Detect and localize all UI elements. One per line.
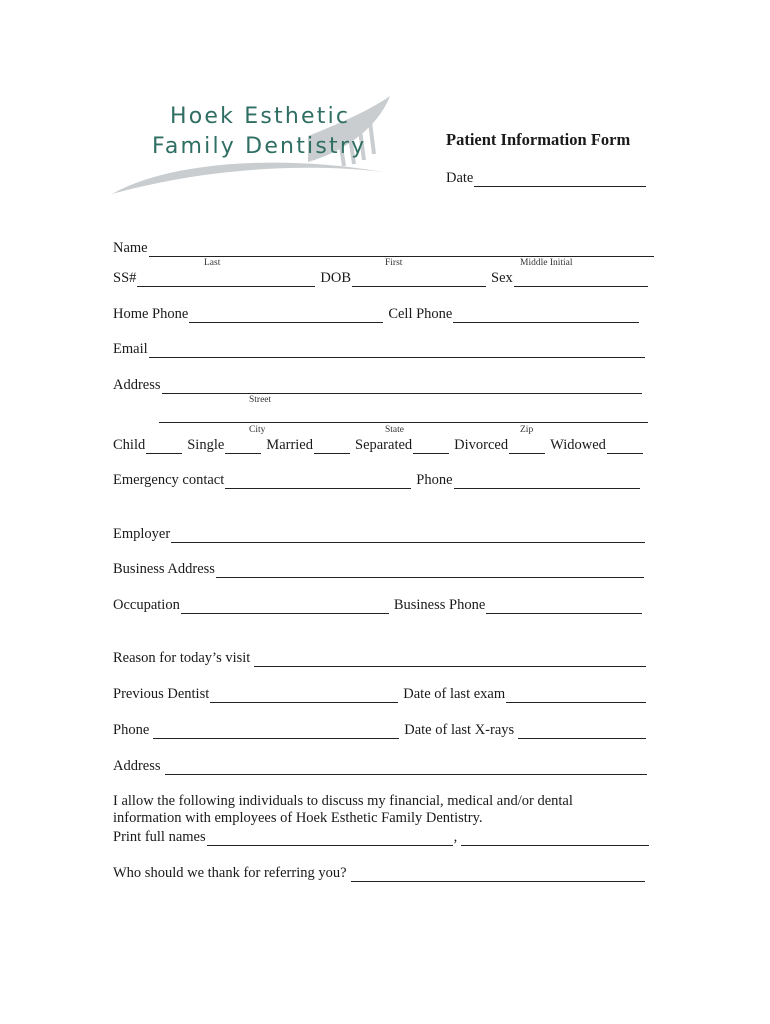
emergency-phone-label: Phone — [416, 472, 453, 488]
marital-status-row — [113, 437, 644, 454]
ss-field[interactable] — [137, 272, 315, 287]
address-row — [113, 377, 643, 394]
name-field[interactable] — [149, 242, 654, 257]
practice-logo — [108, 92, 398, 202]
referral-field[interactable] — [351, 867, 645, 882]
name-row — [113, 240, 655, 257]
address-city-state-zip-field[interactable] — [159, 408, 648, 423]
dentist-address-row — [113, 758, 648, 775]
emergency-row — [113, 472, 641, 489]
email-field[interactable] — [149, 343, 645, 358]
business-phone-field[interactable] — [486, 599, 642, 614]
married-label: Married — [266, 437, 313, 453]
employer-label: Employer — [113, 526, 171, 542]
reason-field[interactable] — [254, 652, 646, 667]
city-caption: City — [249, 425, 266, 435]
last-xrays-field[interactable] — [518, 724, 646, 739]
name-last-caption: Last — [204, 258, 221, 268]
previous-dentist-field[interactable] — [210, 688, 398, 703]
last-xrays-label: Date of last X-rays — [404, 722, 515, 738]
occupation-label: Occupation — [113, 597, 180, 613]
last-exam-label: Date of last exam — [403, 686, 506, 702]
business-address-label: Business Address — [113, 561, 215, 577]
print-name-field-1[interactable] — [207, 831, 453, 846]
state-caption: State — [385, 425, 404, 435]
address-label: Address — [113, 377, 161, 393]
business-phone-label: Business Phone — [393, 597, 486, 613]
business-address-row — [113, 561, 645, 578]
single-field[interactable] — [225, 439, 261, 454]
home-phone-label: Home Phone — [113, 306, 189, 322]
previous-dentist-row — [113, 686, 647, 703]
ss-label: SS# — [113, 270, 137, 286]
cell-phone-label: Cell Phone — [388, 306, 453, 322]
previous-dentist-label: Previous Dentist — [113, 686, 210, 702]
emergency-contact-field[interactable] — [225, 474, 411, 489]
single-label: Single — [187, 437, 225, 453]
date-field[interactable] — [474, 172, 646, 187]
comma-separator: , — [453, 829, 458, 845]
dentist-address-field[interactable] — [165, 760, 647, 775]
sex-label: Sex — [491, 270, 513, 286]
cell-phone-field[interactable] — [453, 308, 639, 323]
married-field[interactable] — [314, 439, 350, 454]
widowed-field[interactable] — [607, 439, 643, 454]
name-label: Name — [113, 240, 148, 256]
name-mi-caption: Middle Initial — [520, 258, 573, 268]
emergency-contact-label: Emergency contact — [113, 472, 225, 488]
child-field[interactable] — [146, 439, 182, 454]
occupation-row — [113, 597, 643, 614]
dob-field[interactable] — [352, 272, 486, 287]
divorced-label: Divorced — [454, 437, 509, 453]
logo-text-line1: Hoek Esthetic — [170, 104, 351, 129]
dentist-phone-field[interactable] — [153, 724, 399, 739]
phone-row — [113, 306, 640, 323]
address-street-field[interactable] — [162, 379, 642, 394]
home-phone-field[interactable] — [189, 308, 383, 323]
email-label: Email — [113, 341, 148, 357]
name-first-caption: First — [385, 258, 403, 268]
print-names-row — [113, 829, 650, 846]
widowed-label: Widowed — [550, 437, 606, 453]
dentist-address-label: Address — [113, 758, 161, 774]
sex-field[interactable] — [514, 272, 648, 287]
emergency-phone-field[interactable] — [454, 474, 640, 489]
child-label: Child — [113, 437, 146, 453]
divorced-field[interactable] — [509, 439, 545, 454]
date-label: Date — [446, 170, 474, 186]
referral-row — [113, 865, 646, 882]
separated-label: Separated — [355, 437, 413, 453]
employer-row — [113, 526, 646, 543]
date-row — [446, 170, 647, 187]
dob-label: DOB — [320, 270, 352, 286]
referral-label: Who should we thank for referring you? — [113, 865, 347, 881]
email-row — [113, 341, 646, 358]
dentist-phone-row — [113, 722, 647, 739]
last-exam-field[interactable] — [506, 688, 646, 703]
form-title: Patient Information Form — [446, 130, 631, 149]
consent-text: I allow the following individuals to discuss my financial, medical and/or dental information with employees of Hoek Esthetic Family Dentistry. — [113, 793, 573, 826]
dentist-phone-label: Phone — [113, 722, 150, 738]
separated-field[interactable] — [413, 439, 449, 454]
occupation-field[interactable] — [181, 599, 389, 614]
street-caption: Street — [249, 395, 272, 405]
zip-caption: Zip — [520, 425, 534, 435]
print-names-label: Print full names — [113, 829, 206, 845]
reason-label: Reason for today’s visit — [113, 650, 251, 666]
ss-dob-sex-row — [113, 270, 649, 287]
business-address-field[interactable] — [216, 563, 644, 578]
print-name-field-2[interactable] — [461, 831, 649, 846]
employer-field[interactable] — [171, 528, 645, 543]
logo-text-line2: Family Dentistry — [152, 134, 367, 159]
reason-row — [113, 650, 647, 667]
